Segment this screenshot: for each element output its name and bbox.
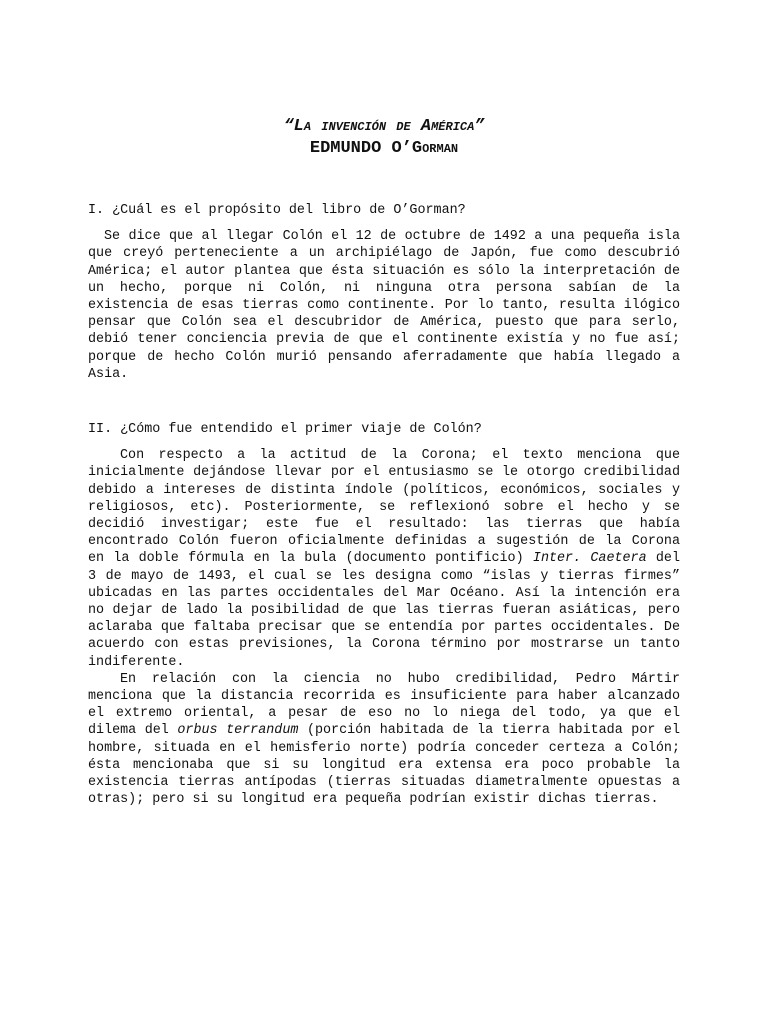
section-2-p1-text-a: Con respecto a la actitud de la Corona; el texto menciona que inicialmente dejándose llevar por el entusiasmo se le otorgo credibilidad debido a intereses de distinta índole (políticos, económicos, sociales y religiosos, etc). Posteriormente, se reflexionó sobre el hecho y se decidió investigar; este fue el resultado: las tierras que había encontrado Colón fueron oficialmente definidas a sugestión de la Corona en la doble fórmula en la bula (documento pontificio): [88, 448, 680, 567]
section-2-p2-text-b: (porción habitada de la tierra habitada por el hombre, situada en el hemisferio norte) podría conceder certeza a Colón; ésta mencionaba que si su longitud era extensa era poco probable la existencia tierras antípodas (tierras situadas diametralmente opuestas a otras); pero si su longitud era pequeña podrían existir dichas tierras.: [88, 723, 680, 808]
section-1-paragraph: Se dice que al llegar Colón el 12 de octubre de 1492 a una pequeña isla que creyó perteneciente a un archipiélago de Japón, fue como descubrió América; el autor plantea que ésta situación es sólo la interpretación de un hecho, porque ni Colón, ni ninguna otra persona sabían de la existencia de esas tierras como continente. Por lo tanto, resulta ilógico pensar que Colón sea el descubridor de América, puesto que para serlo, debió tener conciencia previa de que el continente existía y no fue así; porque de hecho Colón murió pensando aferradamente que había llegado a Asia.: [88, 229, 680, 382]
section-2-paragraph-2: [88, 671, 680, 809]
section-2-p1-text-b: del 3 de mayo de 1493, el cual se les designa como “islas y tierras firmes” ubicadas en las partes occidentales del Mar Océano. Así la intención era no dejar de lado la posibilidad de que las tierras fueran asiáticas, pero aclaraba que faltaba precisar que se entendía por partes occidentales. De acuerdo con estas previsiones, la Corona término por mostrarse un tanto indiferente.: [88, 551, 680, 670]
section-2-paragraph-1: [88, 447, 680, 671]
document-title: “La invención de América”: [283, 117, 485, 136]
section-1-heading: I. ¿Cuál es el propósito del libro de O’Gorman?: [88, 203, 466, 218]
section-2: [88, 421, 680, 808]
section-1: [88, 202, 680, 383]
orbus-terrandum-italic: orbus terrandum: [177, 723, 299, 739]
title-block: [88, 116, 680, 160]
bula-title-italic: Inter. Caetera: [532, 551, 647, 567]
section-2-p2-text-a: En relación con la ciencia no hubo credibilidad, Pedro Mártir menciona que la distancia recorrida es insuficiente para haber alcanzado el extremo oriental, a pesar de eso no lo niega del todo, ya que el dilema del: [88, 671, 680, 739]
section-2-heading: II. ¿Cómo fue entendido el primer viaje de Colón?: [88, 422, 482, 438]
document-author: EDMUNDO O’Gorman: [309, 139, 459, 158]
